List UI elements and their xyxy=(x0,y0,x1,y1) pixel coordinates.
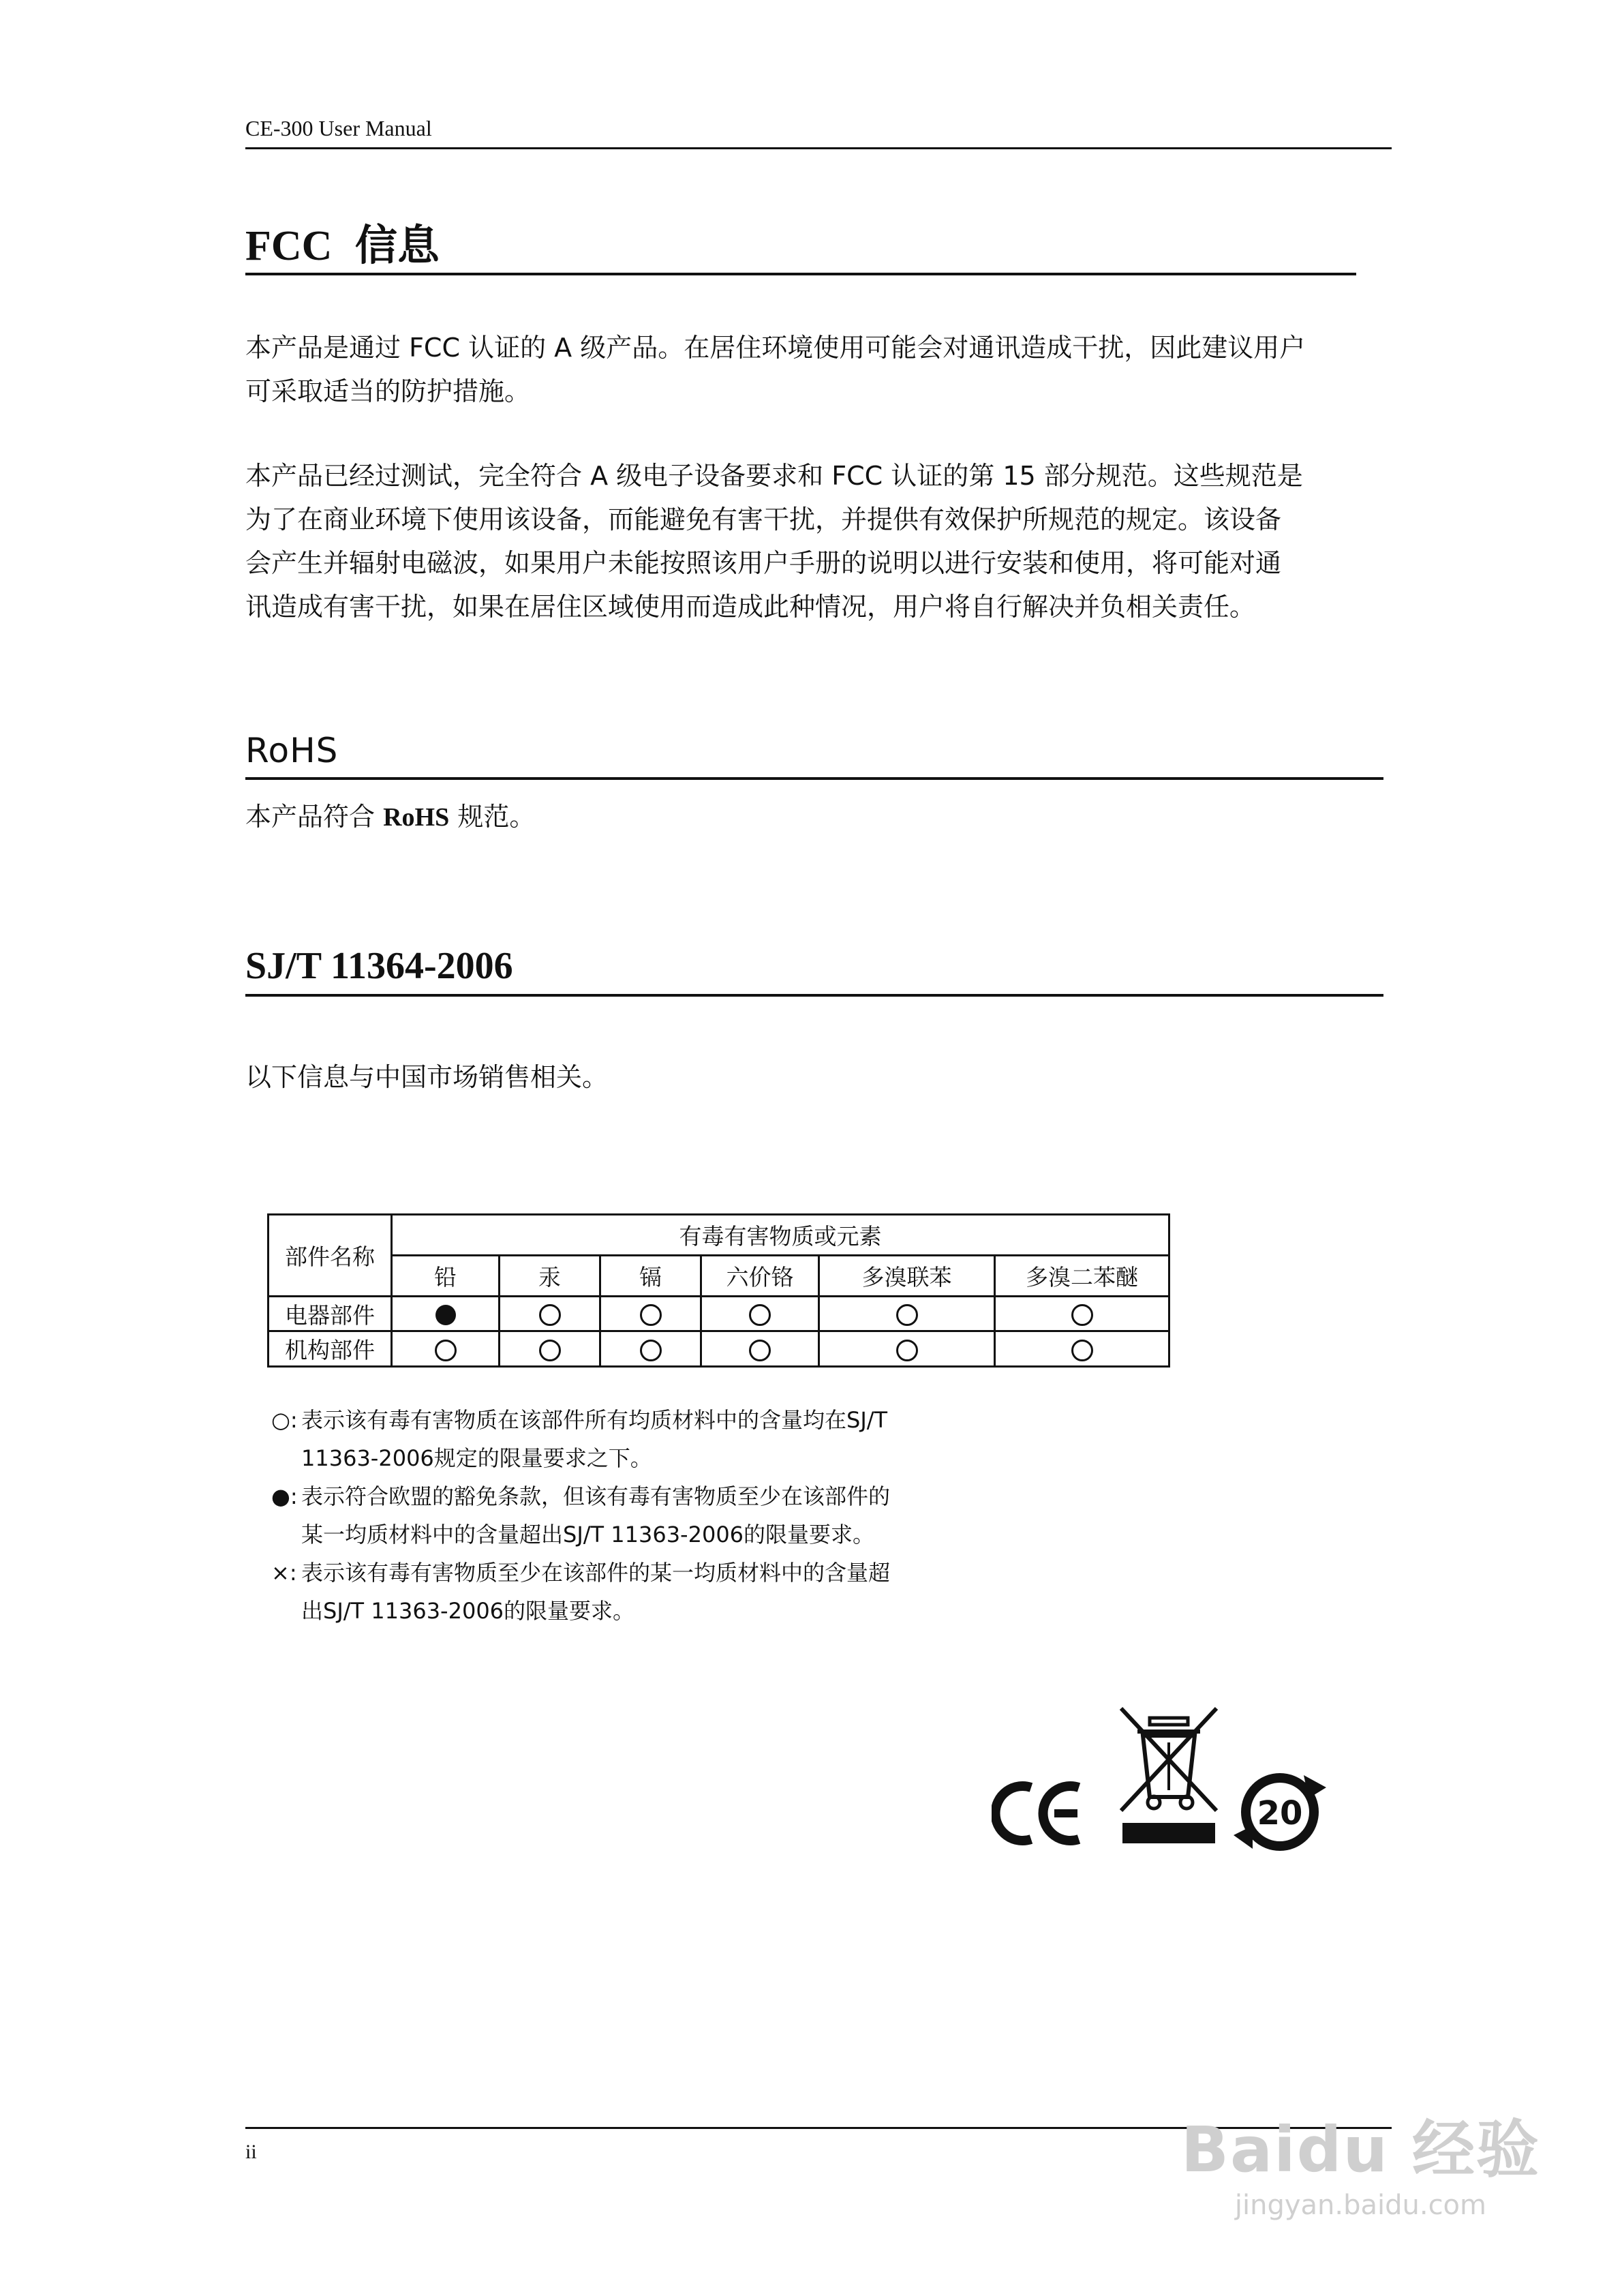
note-2-line-1: 表示符合欧盟的豁免条款，但该有毒有害物质至少在该部件的 xyxy=(301,1483,891,1509)
note-1 xyxy=(271,1401,1021,1439)
table-column-headers xyxy=(269,1255,1169,1296)
watermark-brand: Baidu 经验 xyxy=(1180,2113,1540,2186)
table-cell-mark xyxy=(392,1296,500,1331)
filled-circle-icon xyxy=(435,1305,456,1325)
table-cell-mark xyxy=(500,1296,600,1331)
note-2-symbol: ●: xyxy=(271,1483,298,1509)
fcc-p2-line-2: 为了在商业环境下使用该设备，而能避免有害干扰，并提供有效保护所规范的规定。该设备 xyxy=(245,504,1282,534)
empty-circle-icon xyxy=(640,1304,662,1326)
note-1-continued xyxy=(271,1439,1021,1477)
table-cell-mark xyxy=(392,1331,500,1367)
hazardous-substances-table xyxy=(267,1213,1170,1368)
table-group-header: 有毒有害物质或元素 xyxy=(392,1215,1169,1256)
epup-20-icon xyxy=(1232,1767,1334,1856)
note-1-line-1: 表示该有毒有害物质在该部件所有均质材料中的含量均在SJ/T xyxy=(301,1407,888,1433)
header-rule xyxy=(245,147,1392,149)
empty-circle-icon xyxy=(1071,1340,1093,1361)
page-number: ii xyxy=(245,2141,257,2163)
table-part-name-header: 部件名称 xyxy=(269,1215,392,1297)
sjt-heading-rule xyxy=(245,994,1383,997)
empty-circle-icon xyxy=(896,1304,918,1326)
fcc-heading-latin: FCC xyxy=(245,223,333,269)
rohs-text-bold: RoHS xyxy=(383,803,450,832)
table-col-header: 汞 xyxy=(500,1255,600,1296)
empty-circle-icon xyxy=(435,1340,457,1361)
note-2-continued xyxy=(271,1515,1021,1554)
empty-circle-icon xyxy=(539,1340,561,1361)
note-3-symbol: ×: xyxy=(271,1560,297,1586)
table-col-header: 多溴联苯 xyxy=(819,1255,995,1296)
fcc-heading-cjk: 信息 xyxy=(354,220,440,270)
sjt-intro: 以下信息与中国市场销售相关。 xyxy=(245,1062,609,1092)
note-2 xyxy=(271,1477,1021,1515)
sjt-heading: SJ/T 11364-2006 xyxy=(245,945,513,987)
table-row-label: 电器部件 xyxy=(269,1296,392,1331)
table-cell-mark xyxy=(701,1331,819,1367)
table-cell-mark xyxy=(600,1331,701,1367)
note-3 xyxy=(271,1554,1021,1592)
fcc-heading-rule xyxy=(245,273,1356,275)
table-col-header: 六价铬 xyxy=(701,1255,819,1296)
rohs-text-before: 本产品符合 xyxy=(245,802,384,832)
fcc-p2-line-4: 讯造成有害干扰，如果在居住区域使用而造成此种情况，用户将自行解决并负相关责任。 xyxy=(245,592,1256,622)
table-notes xyxy=(271,1401,1021,1630)
manual-title: CE-300 User Manual xyxy=(245,116,432,140)
table-row-label: 机构部件 xyxy=(269,1331,392,1367)
note-3-continued xyxy=(271,1592,1021,1630)
note-3-line-1: 表示该有毒有害物质至少在该部件的某一均质材料中的含量超 xyxy=(301,1560,891,1586)
weee-bin-icon xyxy=(1114,1704,1223,1847)
table-cell-mark xyxy=(995,1331,1169,1367)
fcc-paragraph-2 xyxy=(245,454,1390,629)
note-1-line-2: 11363-2006规定的限量要求之下。 xyxy=(301,1445,652,1471)
fcc-p1-line-1: 本产品是通过 FCC 认证的 A 级产品。在居住环境使用可能会对通讯造成干扰，因此建议用户 xyxy=(245,333,1306,363)
fcc-heading xyxy=(245,211,440,272)
empty-circle-icon xyxy=(539,1304,561,1326)
rohs-heading-rule xyxy=(245,777,1383,780)
table-cell-mark xyxy=(600,1296,701,1331)
rohs-heading: RoHS xyxy=(245,731,339,770)
table-cell-mark xyxy=(819,1296,995,1331)
empty-circle-icon xyxy=(749,1304,771,1326)
empty-circle-icon xyxy=(749,1340,771,1361)
rohs-text-after: 规范。 xyxy=(449,802,536,832)
table-cell-mark xyxy=(819,1331,995,1367)
table-col-header: 铅 xyxy=(392,1255,500,1296)
empty-circle-icon xyxy=(1071,1304,1093,1326)
table-col-header: 镉 xyxy=(600,1255,701,1296)
table-cell-mark xyxy=(701,1296,819,1331)
rohs-text xyxy=(245,795,1390,839)
note-1-symbol: ○: xyxy=(271,1407,298,1433)
empty-circle-icon xyxy=(640,1340,662,1361)
table-cell-mark xyxy=(995,1296,1169,1331)
fcc-p1-line-2: 可采取适当的防护措施。 xyxy=(245,376,531,406)
note-3-line-2: 出SJ/T 11363-2006的限量要求。 xyxy=(301,1598,635,1624)
table-cell-mark xyxy=(500,1331,600,1367)
table-row xyxy=(269,1296,1169,1331)
table-row xyxy=(269,1331,1169,1367)
fcc-p2-line-1: 本产品已经过测试，完全符合 A 级电子设备要求和 FCC 认证的第 15 部分规范。这些规范是 xyxy=(245,461,1303,491)
epup-number: 20 xyxy=(1257,1794,1303,1832)
fcc-p2-line-3: 会产生并辐射电磁波，如果用户未能按照该用户手册的说明以进行安装和使用，将可能对通 xyxy=(245,548,1282,578)
watermark-url: jingyan.baidu.com xyxy=(1234,2190,1486,2221)
baidu-watermark xyxy=(1181,2100,1540,2221)
empty-circle-icon xyxy=(896,1340,918,1361)
note-2-line-2: 某一均质材料中的含量超出SJ/T 11363-2006的限量要求。 xyxy=(301,1522,875,1547)
ce-mark-icon xyxy=(992,1779,1087,1847)
table-col-header: 多溴二苯醚 xyxy=(995,1255,1169,1296)
fcc-paragraph-1 xyxy=(245,326,1390,413)
